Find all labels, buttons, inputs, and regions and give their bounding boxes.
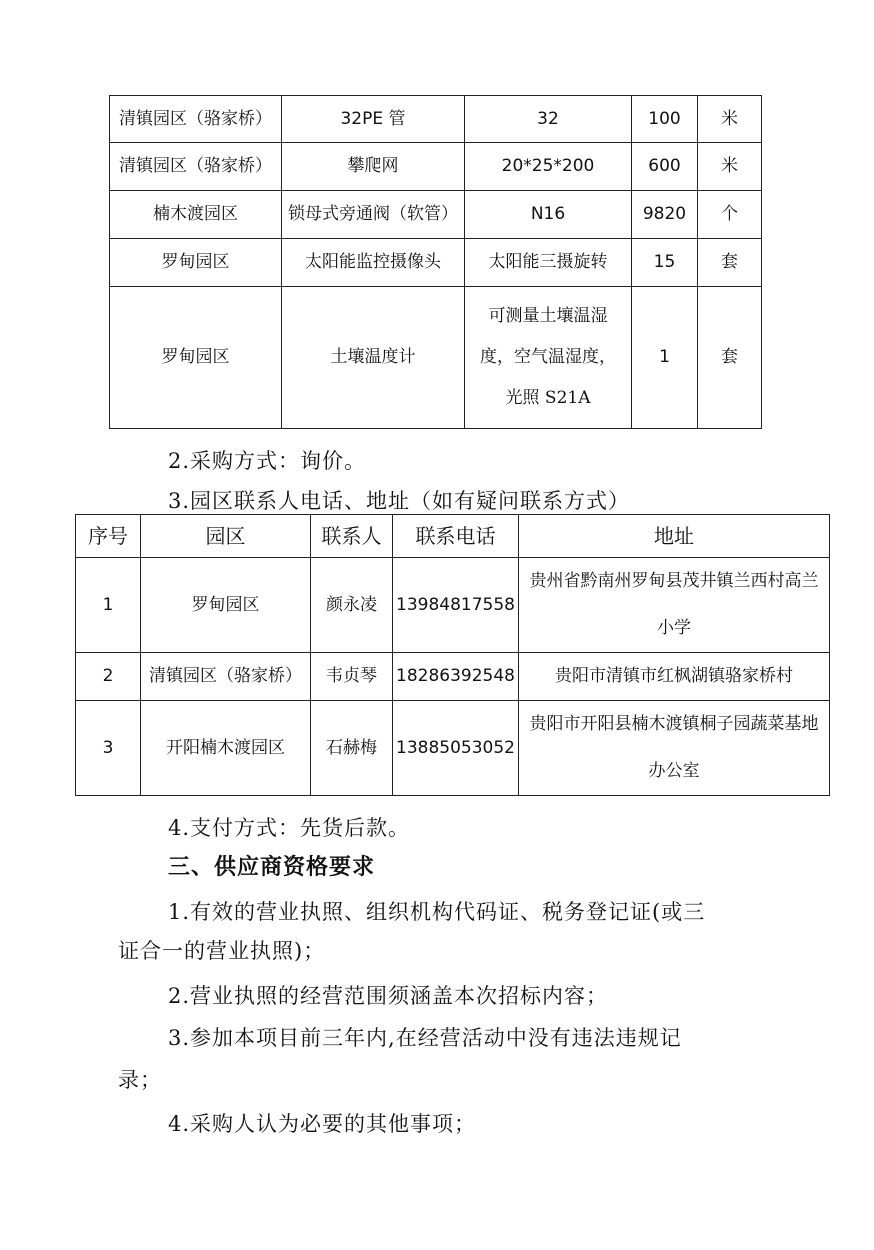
cell-park: 开阳楠木渡园区 [141, 701, 311, 796]
table-header-row [76, 515, 830, 558]
cell-unit: 个 [698, 191, 762, 239]
cell-item-name: 32PE 管 [282, 96, 465, 143]
cell-unit: 米 [698, 96, 762, 143]
cell-item-name: 土壤温度计 [282, 287, 465, 429]
cell-park: 罗甸园区 [110, 239, 282, 287]
table-row [76, 653, 830, 701]
table-row [110, 96, 762, 143]
requirement-4: 4.采购人认为必要的其他事项； [168, 1112, 477, 1136]
cell-quantity: 100 [632, 96, 698, 143]
payment-method: 4.支付方式：先货后款。 [168, 816, 411, 840]
items-table [109, 95, 762, 429]
cell-park: 清镇园区（骆家桥） [141, 653, 311, 701]
contacts-table [75, 514, 830, 796]
cell-item-name: 太阳能监控摄像头 [282, 239, 465, 287]
table-row [110, 287, 762, 429]
cell-park: 罗甸园区 [141, 558, 311, 653]
cell-unit: 米 [698, 143, 762, 191]
cell-address: 贵州省黔南州罗甸县茂井镇兰西村高兰小学 [519, 558, 830, 653]
cell-quantity: 15 [632, 239, 698, 287]
requirement-1-line2: 证合一的营业执照)； [118, 939, 326, 963]
header-phone: 联系电话 [393, 515, 519, 558]
cell-unit: 套 [698, 239, 762, 287]
cell-no: 2 [76, 653, 141, 701]
cell-item-name: 攀爬网 [282, 143, 465, 191]
section-heading: 三、供应商资格要求 [168, 855, 376, 880]
cell-person: 韦贞琴 [311, 653, 393, 701]
purchase-method: 2.采购方式：询价。 [168, 449, 367, 473]
header-park: 园区 [141, 515, 311, 558]
cell-address: 贵阳市开阳县楠木渡镇桐子园蔬菜基地办公室 [519, 701, 830, 796]
cell-item-name: 锁母式旁通阀（软管） [282, 191, 465, 239]
cell-phone: 13885053052 [393, 701, 519, 796]
contacts-title: 3.园区联系人电话、地址（如有疑问联系方式） [168, 489, 631, 513]
cell-spec: 可测量土壤温湿度，空气温湿度，光照 S21A [465, 287, 632, 429]
cell-spec: N16 [465, 191, 632, 239]
requirement-3-line1: 3.参加本项目前三年内,在经营活动中没有违法违规记 [168, 1026, 682, 1050]
cell-quantity: 1 [632, 287, 698, 429]
cell-no: 1 [76, 558, 141, 653]
cell-park: 清镇园区（骆家桥） [110, 143, 282, 191]
table-row [110, 143, 762, 191]
cell-park: 楠木渡园区 [110, 191, 282, 239]
requirement-1-line1: 1.有效的营业执照、组织机构代码证、税务登记证(或三 [168, 900, 706, 924]
cell-unit: 套 [698, 287, 762, 429]
cell-quantity: 9820 [632, 191, 698, 239]
cell-phone: 18286392548 [393, 653, 519, 701]
requirement-3-line2: 录； [118, 1068, 162, 1092]
requirement-2: 2.营业执照的经营范围须涵盖本次招标内容； [168, 984, 609, 1008]
table-row [76, 558, 830, 653]
cell-park: 罗甸园区 [110, 287, 282, 429]
table-row [76, 701, 830, 796]
cell-spec: 太阳能三摄旋转 [465, 239, 632, 287]
cell-quantity: 600 [632, 143, 698, 191]
cell-spec: 32 [465, 96, 632, 143]
header-no: 序号 [76, 515, 141, 558]
cell-person: 石赫梅 [311, 701, 393, 796]
header-address: 地址 [519, 515, 830, 558]
cell-spec: 20*25*200 [465, 143, 632, 191]
cell-address: 贵阳市清镇市红枫湖镇骆家桥村 [519, 653, 830, 701]
cell-no: 3 [76, 701, 141, 796]
header-person: 联系人 [311, 515, 393, 558]
table-row [110, 191, 762, 239]
table-row [110, 239, 762, 287]
cell-park: 清镇园区（骆家桥） [110, 96, 282, 143]
cell-phone: 13984817558 [393, 558, 519, 653]
cell-person: 颜永凌 [311, 558, 393, 653]
